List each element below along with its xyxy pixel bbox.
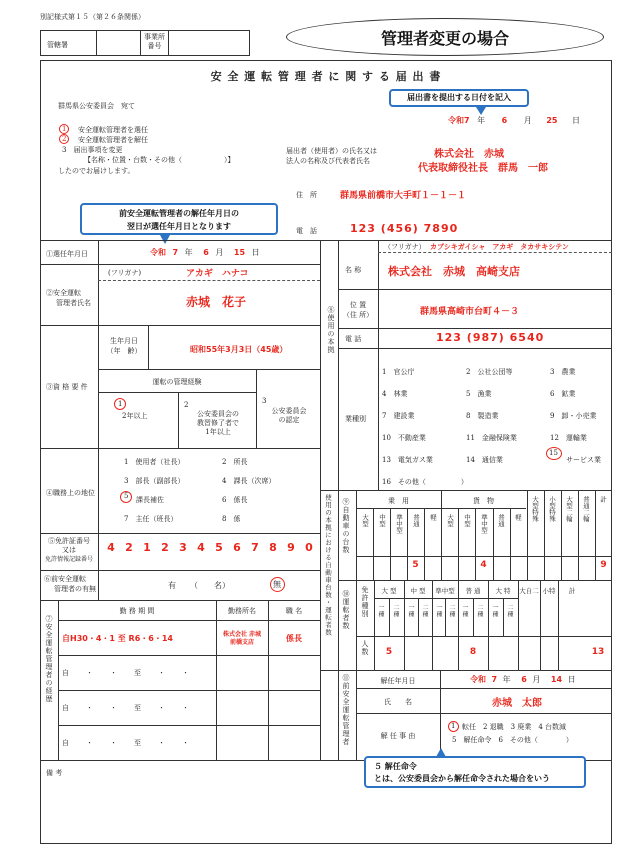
s9-label: ⑨自動車の台数 [342, 498, 350, 554]
remarks-callout: ５ 解任命令 とは、公安委員会から解任命令された場合をいう [364, 756, 586, 788]
prev-manager-callout: 前安全運転管理者の解任年月日の 翌日が選任年月日となります [80, 203, 278, 235]
s11-label: ⑪前安全運転管理者 [342, 674, 350, 746]
drv-ninzu: 人数 [361, 640, 369, 656]
remarks-label: 備 考 [46, 769, 63, 777]
jurisdiction-label: 管轄署 [47, 41, 68, 49]
former-no: 無 [273, 580, 281, 589]
drv-normal: 8 [469, 647, 477, 657]
appoint-date: 令和 7 年 6 月 15 日 [150, 248, 260, 257]
drv-group-label: 免許種別 [361, 586, 369, 618]
drv-sub-3-0: 一種 [461, 604, 468, 618]
reason-2: 5 解任命令 6 その他（ ） [452, 736, 573, 744]
reason-label: 解 任 事 由 [380, 732, 416, 740]
industry-col-2: 2 公社公団等 5 漁業 8 製造業 11 金融保険業 14 通信業 [466, 368, 517, 464]
section8-label: ⑧使用の本拠 [327, 306, 335, 354]
name-furigana: アカギ ハナコ [186, 269, 249, 279]
reason-num: 1 [451, 722, 456, 730]
history-row2-period: 自 ・ ・ 至 ・ ・ [62, 669, 190, 677]
applicant-label: 届出者（使用者）の氏名又は 法人の名称及び代表者氏名 [286, 147, 377, 165]
drv-sub-3-1: 二種 [476, 604, 483, 618]
drv-sub-0-1: 二種 [392, 604, 399, 618]
veh-col-7: 準中型 [480, 514, 488, 534]
veh-passenger-normal: 5 [412, 560, 419, 570]
drv-sub-0-0: 一種 [377, 604, 384, 618]
dismiss-name: 赤城 太郎 [492, 698, 542, 709]
base-loc: 群馬県高崎市台町４－３ [420, 307, 520, 317]
drv-sub-4-0: 一種 [491, 604, 498, 618]
former-yes: 有 （ 名） [168, 581, 230, 590]
veh-group-cargo: 貨 物 [473, 497, 494, 505]
reason-1: 転任 2 退職 3 廃業 4 台数減 [462, 723, 567, 731]
addressee: 群馬県公安委員会 宛て [58, 102, 135, 110]
base-phone: 123 (987) 6540 [436, 331, 545, 344]
drv-col-5: 大自二 [519, 587, 539, 595]
veh-col-5: 大型 [446, 514, 454, 527]
base-furigana-label: （フリガナ） [384, 243, 426, 251]
history-row4-period: 自 ・ ・ 至 ・ ・ [62, 739, 190, 747]
qual-2-num: 2 [184, 401, 189, 409]
veh-col-0: 大型 [361, 514, 369, 527]
drv-sub-2-1: 二種 [448, 604, 455, 618]
name-label: ②安全運転 管理者氏名 [46, 289, 91, 307]
applicant-address-label: 住 所 [296, 191, 317, 199]
industry-col-1: 1 官公庁 4 林業 7 建設業 10 不動産業 13 電気ガス業 16 その他（ ） [382, 368, 468, 486]
option-change-sub: 【名称・位置・台数・その他（ ）】 [84, 156, 235, 164]
option-appoint: 安全運転管理者を選任 [78, 126, 148, 134]
position-list-right: 2 所長 4 課長（次席） 6 係長 8 係 [222, 458, 276, 523]
qual-1-num: 1 [118, 400, 123, 408]
veh-col-2: 準中型 [395, 514, 403, 534]
qual-1: 2年以上 [122, 412, 148, 420]
drv-col-7: 計 [568, 587, 576, 595]
s10-label: ⑩運転者数 [342, 590, 350, 630]
position-selected-num: 5 [124, 492, 129, 500]
industry-label: 業種別 [345, 415, 366, 423]
history-col-title: 職 名 [285, 607, 303, 615]
base-furigana: カブシキガイシャ アカギ タカサキシテン [430, 243, 569, 251]
date-callout: 届出書を提出する日付を記入 [389, 89, 529, 107]
veh-group-passenger: 乗 用 [388, 497, 409, 505]
birth-date: 昭和55年3月3日（45歳） [190, 345, 288, 354]
base-name-label: 名 称 [345, 266, 362, 274]
applicant-phone-label: 電 話 [296, 227, 317, 235]
history-row1-period: 自H30・4・1 至 R6・6・14 [62, 634, 173, 643]
qual-label: ③資 格 要 件 [46, 383, 88, 391]
appoint-label: ①選任年月日 [46, 250, 88, 258]
applicant-rep: 代表取締役社長 群馬 一郎 [418, 163, 548, 174]
history-col-period: 勤 務 期 間 [119, 607, 155, 615]
banner-oval: 管理者変更の場合 [286, 18, 604, 56]
closing-text: したのでお届けします。 [58, 167, 135, 175]
dismiss-date: 令和 7 年 6 月 14 日 [470, 675, 576, 684]
history-row3-period: 自 ・ ・ 至 ・ ・ [62, 704, 190, 712]
drv-col-3: 普 通 [465, 587, 481, 595]
drv-sub-1-1: 二種 [421, 604, 428, 618]
drv-sub-1-0: 一種 [407, 604, 414, 618]
form-id: 別記様式第１５（第２６条関係） [40, 13, 145, 21]
industry-col-3: 3 農業 6 鉱業 9 卸・小売業 12 運輸業 サービス業 [550, 368, 601, 464]
drv-sub-2-0: 一種 [435, 604, 442, 618]
drv-total: 13 [591, 647, 605, 657]
veh-col-9: 軽 [514, 514, 522, 521]
veh-col-8: 普通 [497, 514, 505, 527]
applicant-company: 株式会社 赤城 [434, 149, 504, 160]
qual-3-num: 3 [262, 397, 267, 405]
veh-col-3: 普通 [412, 514, 420, 527]
birth-label: 生年月日 （年 齢） [106, 337, 142, 355]
drv-col-0: 大 型 [381, 587, 397, 595]
drv-sub-4-1: 二種 [506, 604, 513, 618]
industry-selected-num: 15 [549, 449, 558, 457]
name-furigana-label: (フリガナ) [108, 269, 142, 277]
veh-col-10: 大型特殊 [531, 496, 539, 522]
qual-2: 公安委員会の 教習修了者で 1年以上 [197, 410, 239, 436]
drv-medium-type1: 5 [385, 647, 393, 657]
base-loc-label: 位 置 （住 所） [342, 301, 374, 319]
drv-col-6: 小特 [542, 587, 556, 595]
manager-name: 赤城 花子 [186, 295, 247, 309]
base-phone-label: 電 話 [345, 335, 362, 343]
base-name: 株式会社 赤城 高崎支店 [388, 265, 520, 278]
drv-col-2: 準中型 [435, 587, 455, 595]
option-dismiss: 安全運転管理者を解任 [78, 136, 148, 144]
veh-col-14: 計 [599, 496, 607, 503]
history-row1-place: 株式会社 赤城 前橋支店 [222, 631, 262, 646]
history-label: ⑦安全運転管理者の経歴 [45, 615, 53, 703]
applicant-address: 群馬県前橋市大手町１－１－１ [340, 191, 467, 201]
license-digits: 4 2 1 2 3 4 5 6 7 8 9 0 [107, 541, 313, 554]
license-label: ⑤免許証番号 又は 免許情報記録番号 [44, 537, 93, 563]
form-title: 安 全 運 転 管 理 者 に 関 す る 届 出 書 [210, 70, 442, 83]
office-number-label: 事業所 番号 [144, 33, 165, 50]
veh-col-11: 小型特殊 [548, 496, 556, 522]
history-col-place: 勤務所名 [228, 607, 256, 615]
veh-cargo-normal: 4 [480, 560, 487, 570]
qual-3: 公安委員会 の認定 [271, 407, 307, 424]
veh-section-label: 使用の本拠における自動車台数・運転者数 [324, 494, 332, 637]
position-list-left: 1 使用者（社長） 3 部長（副部長） 課長補佐 7 主任（班長） [124, 458, 185, 523]
dismiss-date-label: 解任年月日 [380, 677, 416, 685]
dismiss-name-label: 氏 名 [384, 698, 412, 706]
drv-col-4: 大 特 [495, 587, 511, 595]
veh-col-4: 軽 [429, 514, 437, 521]
option-2-num: 2 [62, 135, 67, 143]
veh-col-12: 大型二輪 [565, 496, 573, 522]
history-row1-title: 係長 [286, 634, 302, 643]
exp-header: 運転の管理経験 [152, 378, 202, 386]
option-change: 3 届出事項を変更 [62, 146, 123, 154]
option-1-num: 1 [62, 125, 67, 133]
veh-col-13: 普通二輪 [582, 496, 590, 522]
veh-col-6: 中型 [463, 514, 471, 527]
veh-total: 9 [600, 560, 607, 570]
applicant-phone: 123 (456) 7890 [350, 222, 459, 235]
former-label: ⑥前安全運転 管理者の有無 [44, 575, 96, 593]
veh-col-1: 中型 [378, 514, 386, 527]
date-callout-arrow [476, 107, 486, 115]
drv-col-1: 中 型 [410, 587, 426, 595]
submit-date: 令和7 年 6 月 25 日 [448, 116, 581, 125]
position-label: ④職務上の地位 [46, 489, 95, 497]
